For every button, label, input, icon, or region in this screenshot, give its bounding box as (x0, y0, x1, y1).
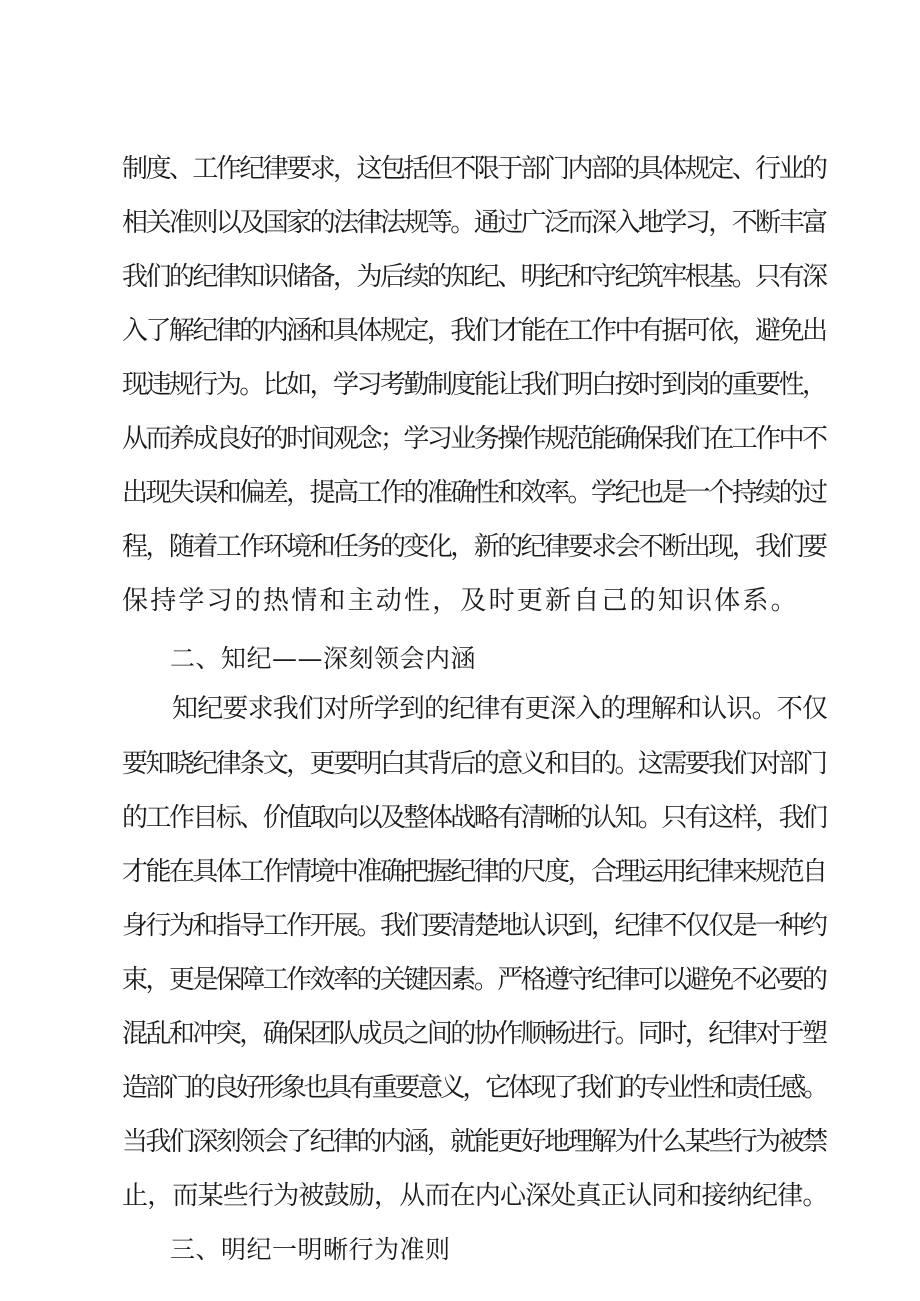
text-line: 相关准则以及国家的法律法规等。通过广泛而深入地学习，不断丰富 (122, 208, 826, 238)
text-line: 保持学习的热情和主动性，及时更新自己的知识体系。 (122, 586, 799, 616)
text-line: 才能在具体工作情境中准确把握纪律的尺度，合理运用纪律来规范自 (122, 857, 826, 887)
text-line: 我们的纪律知识储备，为后续的知纪、明纪和守纪筑牢根基。只有深 (122, 262, 826, 292)
text-line: 要知晓纪律条文，更要明白其背后的意义和目的。这需要我们对部门 (122, 749, 826, 779)
text-line: 的工作目标、价值取向以及整体战略有清晰的认知。只有这样，我们 (122, 803, 826, 833)
text-line: 从而养成良好的时间观念；学习业务操作规范能确保我们在工作中不 (122, 424, 826, 454)
text-line: 当我们深刻领会了纪律的内涵，就能更好地理解为什么某些行为被禁 (122, 1127, 826, 1157)
text-line: 知纪要求我们对所学到的纪律有更深入的理解和认识。不仅 (172, 694, 828, 724)
text-line: 身行为和指导工作开展。我们要清楚地认识到，纪律不仅仅是一种约 (122, 911, 826, 941)
text-line: 出现失误和偏差，提高工作的准确性和效率。学纪也是一个持续的过 (122, 478, 826, 508)
section-heading-know-discipline: 二、知纪——深刻领会内涵 (170, 644, 477, 673)
text-line: 制度、工作纪律要求，这包括但不限于部门内部的具体规定、行业的 (122, 154, 826, 184)
text-line: 混乱和冲突，确保团队成员之间的协作顺畅进行。同时，纪律对于塑 (122, 1019, 826, 1049)
text-line: 束，更是保障工作效率的关键因素。严格遵守纪律可以避免不必要的 (122, 965, 826, 995)
section-heading-clarify-discipline: 三、明纪一明晰行为准则 (170, 1235, 451, 1264)
text-line: 造部门的良好形象也具有重要意义，它体现了我们的专业性和责任感。 (122, 1073, 826, 1103)
text-line: 入了解纪律的内涵和具体规定，我们才能在工作中有据可依，避免出 (122, 316, 826, 346)
text-line: 程，随着工作环境和任务的变化，新的纪律要求会不断出现，我们要 (122, 532, 826, 562)
text-line: 现违规行为。比如，学习考勤制度能让我们明白按时到岗的重要性， (122, 370, 826, 400)
text-line: 止，而某些行为被鼓励，从而在内心深处真正认同和接纳纪律。 (122, 1181, 828, 1211)
